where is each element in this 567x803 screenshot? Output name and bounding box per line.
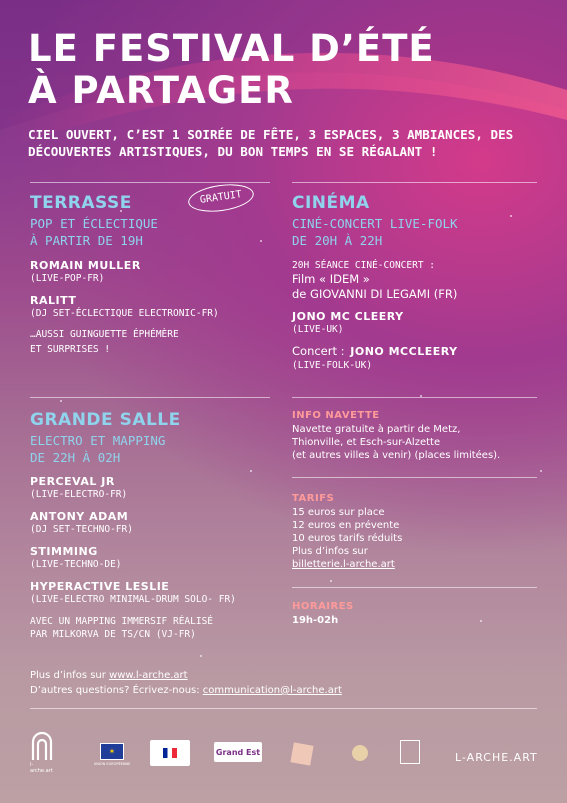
act-name: ROMAIN MULLER [30, 259, 141, 272]
film-director: de GIOVANNI DI LEGAMI (FR) [292, 287, 458, 301]
cinema-time: DE 20H À 22H [292, 233, 383, 248]
act-detail: (LIVE-UK) [292, 324, 344, 335]
partner-logo [345, 738, 375, 768]
grand-est-text: Grand Est [215, 747, 261, 757]
navette-line-1: Navette gratuite à partir de Metz, [292, 424, 461, 435]
extra-line-1: …AUSSI GUINGUETTE ÉPHÉMÈRE [30, 329, 179, 340]
tarifs-text [292, 506, 402, 571]
horaires-value: 19h-02h [292, 615, 339, 626]
navette-line-2: Thionville, et Esch-sur-Alzette [292, 437, 441, 448]
partner-logo [398, 736, 422, 768]
act-name: STIMMING [30, 545, 98, 558]
act-name: HYPERACTIVE LESLIE [30, 580, 170, 593]
footer-contact [30, 668, 342, 698]
tarif-line-1: 15 euros sur place [292, 507, 385, 518]
navette-line-3: (et autres villes à venir) (places limitées). [292, 450, 501, 461]
intro-text: CIEL OUVERT, C’EST 1 SOIRÉE DE FÊTE, 3 ESPACES, 3 AMBIANCES, DES DÉCOUVERTES ARTISTIQUES, DU BON TEMPS EN SE RÉGALANT ! [28, 127, 514, 159]
terrasse-title: TERRASSE [30, 193, 132, 213]
gratuit-badge: GRATUIT [187, 181, 256, 216]
act-detail: (DJ SET-TECHNO-FR) [30, 524, 133, 535]
republique-francaise-logo [150, 740, 190, 766]
extra-line-2: ET SURPRISES ! [30, 344, 111, 355]
eu-logo-text: UNION EUROPÉENNE [93, 761, 131, 766]
seance-label: 20H SÉANCE CINÉ-CONCERT : [292, 260, 435, 271]
act-detail: (LIVE-ELECTRO MINIMAL-DRUM SOLO- FR) [30, 594, 236, 605]
divider [292, 397, 537, 398]
festival-title [28, 28, 528, 112]
cinema-genre: CINÉ-CONCERT LIVE-FOLK [292, 216, 458, 231]
arche-logo [30, 730, 54, 774]
act-name: ANTONY ADAM [30, 510, 129, 523]
grand-est-logo [214, 742, 262, 762]
act-item [30, 294, 219, 320]
terrasse-genre: POP ET ÉCLECTIQUE [30, 216, 158, 231]
concert-item [292, 345, 458, 372]
navette-text [292, 423, 500, 462]
questions-prefix: D’autres questions? Écrivez-nous: [30, 685, 200, 696]
grande-salle-time: DE 22H À 02H [30, 450, 121, 465]
eu-flag-icon: ✶ [100, 743, 124, 760]
divider [30, 708, 537, 709]
act-item [292, 310, 404, 336]
terrasse-extra [30, 327, 179, 357]
more-info-prefix: Plus d’infos sur [30, 670, 106, 681]
act-detail: (LIVE-FOLK-UK) [292, 360, 373, 371]
billetterie-link[interactable]: billetterie.l-arche.art [292, 559, 395, 570]
grande-salle-genre: ELECTRO ET MAPPING [30, 433, 166, 448]
tarif-line-3: 10 euros tarifs réduits [292, 533, 403, 544]
act-detail: (LIVE-TECHNO-DE) [30, 559, 122, 570]
partner-logo [285, 740, 319, 768]
website-link[interactable]: www.l-arche.art [109, 670, 188, 681]
mapping-note [30, 615, 213, 641]
title-line-1: LE FESTIVAL D’ÉTÉ [28, 27, 435, 70]
act-item [30, 510, 133, 536]
act-item [30, 580, 236, 606]
navette-title: INFO NAVETTE [292, 410, 380, 421]
divider [292, 182, 537, 183]
tarif-line-4: Plus d’infos sur [292, 546, 368, 557]
act-item [30, 259, 141, 285]
concert-label: Concert : [292, 344, 345, 358]
email-link[interactable]: communication@l-arche.art [202, 685, 342, 696]
tarif-line-2: 12 euros en prévente [292, 520, 400, 531]
arche-logo-text: l-arche.art [30, 762, 53, 774]
act-name: RALITT [30, 294, 77, 307]
eu-logo [95, 738, 129, 770]
act-detail: (DJ SET-ÉCLECTIQUE ELECTRONIC-FR) [30, 308, 219, 319]
film-title: Film « IDEM » [292, 272, 370, 286]
act-name: PERCEVAL JR [30, 475, 115, 488]
divider [292, 477, 537, 478]
terrasse-time: À PARTIR DE 19H [30, 233, 143, 248]
tarifs-title: TARIFS [292, 493, 335, 504]
site-url[interactable]: L-ARCHE.ART [455, 751, 538, 764]
mapping-line-2: PAR MILKORVA DE TS/CN (VJ-FR) [30, 629, 196, 640]
horaires-title: HORAIRES [292, 601, 354, 612]
divider [30, 397, 270, 398]
concert-name: JONO MCCLEERY [350, 345, 458, 358]
title-line-2: À PARTAGER [28, 69, 294, 112]
act-detail: (LIVE-ELECTRO-FR) [30, 489, 128, 500]
act-detail: (LIVE-POP-FR) [30, 273, 105, 284]
cinema-title: CINÉMA [292, 193, 370, 213]
act-item [30, 475, 127, 501]
mapping-line-1: AVEC UN MAPPING IMMERSIF RÉALISÉ [30, 616, 214, 627]
act-item [30, 545, 122, 571]
divider [292, 587, 537, 588]
act-name: JONO MC CLEERY [292, 310, 404, 323]
divider [30, 182, 270, 183]
arch-icon [31, 730, 53, 760]
grande-salle-title: GRANDE SALLE [30, 410, 181, 430]
